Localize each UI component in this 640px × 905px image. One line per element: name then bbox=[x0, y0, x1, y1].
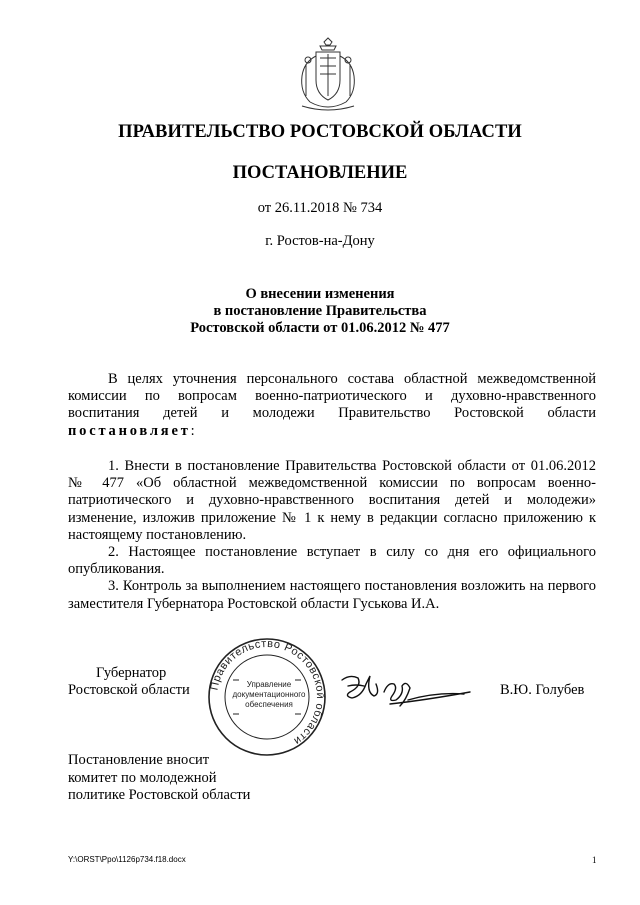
subject-line: Ростовской области от 01.06.2012 № 477 bbox=[190, 320, 450, 336]
stamp-ring-text: Правительство Ростовской области bbox=[208, 637, 327, 748]
stamp-inner-line: обеспечения bbox=[245, 700, 293, 709]
submitted-by-line: Постановление вносит bbox=[68, 752, 210, 768]
stamp-inner-text bbox=[232, 680, 306, 710]
place-of-issue: г. Ростов-на-Дону bbox=[265, 233, 375, 249]
resolution-item: 3. Контроль за выполнением настоящего постановления возложить на первого заместителя Губернатора Ростовской области Гуськова И.А. bbox=[68, 578, 596, 612]
date-and-number: от 26.11.2018 № 734 bbox=[257, 200, 383, 216]
signatory-title-line: Губернатор bbox=[96, 665, 167, 681]
submitted-by-line: комитет по молодежной bbox=[68, 769, 217, 786]
stamp-inner-line: Управление bbox=[246, 680, 292, 689]
document-subject bbox=[0, 286, 640, 337]
signatory-name: В.Ю. Голубев bbox=[500, 682, 585, 698]
document-type: ПОСТАНОВЛЕНИЕ bbox=[232, 163, 408, 183]
subject-line: О внесении изменения bbox=[245, 286, 395, 302]
handwritten-signature bbox=[336, 666, 476, 712]
stamp-inner-line: документационного bbox=[232, 690, 306, 699]
decree-colon: : bbox=[190, 422, 195, 439]
resolution-item: 1. Внести в постановление Правительства Ростовской области от 01.06.2012 № 477 «Об областной межведомственной комиссии по вопросам военно-патриотического и духовно-нравственного воспитания детей и молодежи» изменение, изложив приложение № 1 к нему в редакции согласно приложению к настоящему постановлению. bbox=[68, 458, 596, 543]
preamble-paragraph bbox=[68, 371, 596, 440]
organization-title: ПРАВИТЕЛЬСТВО РОСТОВСКОЙ ОБЛАСТИ bbox=[118, 122, 522, 142]
resolution-items bbox=[68, 458, 596, 613]
submitted-by-note bbox=[68, 752, 250, 805]
file-path: Y:\ORST\Ppo\1126p734.f18.docx bbox=[68, 855, 186, 864]
page-number: 1 bbox=[592, 855, 597, 865]
signatory-title bbox=[68, 665, 208, 699]
signatory-title-line: Ростовской области bbox=[68, 682, 190, 698]
subject-line: в постановление Правительства bbox=[213, 303, 427, 319]
coat-of-arms-icon bbox=[296, 36, 360, 114]
preamble-text: В целях уточнения персонального состава областной межведомственной комиссии по вопросам военно-патриотического и духовно-нравственного воспитания детей и молодежи Правительство Ростовской области bbox=[68, 371, 596, 422]
submitted-by-line: политике Ростовской области bbox=[68, 787, 251, 803]
decree-word: постановляет bbox=[68, 422, 191, 439]
resolution-item: 2. Настоящее постановление вступает в силу со дня его официального опубликования. bbox=[68, 544, 596, 578]
